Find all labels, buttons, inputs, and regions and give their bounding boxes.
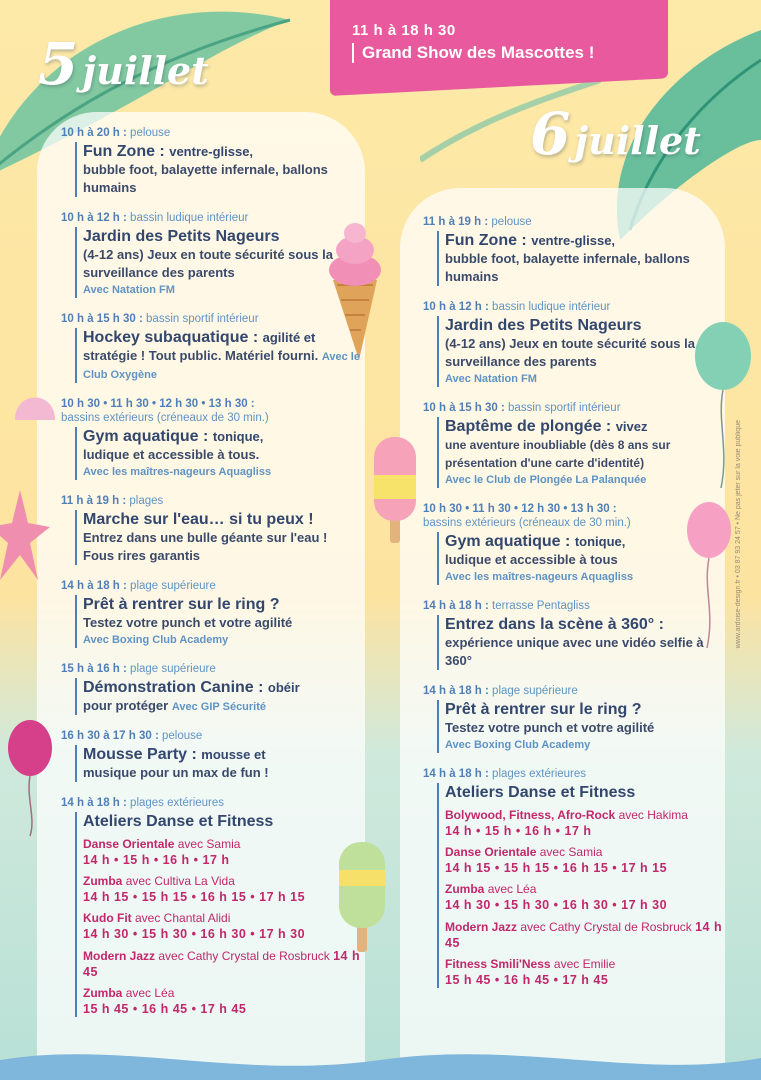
event-title-inline: mousse et [201,747,266,762]
event-organizer: Avec Boxing Club Academy [83,634,229,646]
event-title: Baptême de plongée : [445,418,612,435]
day1-month: juillet [82,48,209,93]
event-title: Fun Zone : [445,232,527,249]
day2-event [423,599,723,670]
bottom-wave [0,1040,761,1080]
event-title: Hockey subaquatique : [83,329,259,346]
event-title-inline: ventre-glisse, [169,144,254,159]
event-description: Testez votre punch et votre agilité [83,615,293,630]
banner [352,22,594,63]
workshop [83,986,361,1017]
event-time: 14 h à 18 h : [61,797,127,809]
event-location: bassins extérieurs (créneaux de 30 min.) [61,412,269,424]
event-organizer: Avec les maîtres-nageurs Aquagliss [83,466,272,478]
event-title-inline: obéir [267,680,300,695]
event-location: pelouse [130,127,171,139]
event-time: 16 h 30 à 17 h 30 : [61,730,159,742]
day1-event [61,662,361,715]
day1-event [61,729,361,782]
event-location: plages extérieures [492,768,587,780]
workshop-times: 14 h • 15 h • 16 h • 17 h [445,824,592,838]
event-description: musique pour un max de fun ! [83,765,269,780]
day1-dance-workshops [61,796,361,1017]
event-location: pelouse [491,216,532,228]
workshop-name: Fitness Smili'Ness [445,957,551,971]
event-location: plages [129,495,164,507]
event-title: Démonstration Canine : [83,679,264,696]
day2-event [423,684,723,753]
event-title: Ateliers Danse et Fitness [83,813,274,830]
printer-credit: www.ardoise-design.fr • 03 87 93 24 57 • Ne pas jeter sur la voie publique [735,420,742,649]
event-organizer: Avec Boxing Club Academy [445,739,591,751]
day1-event [61,579,361,648]
event-location: pelouse [162,730,203,742]
event-title: Gym aquatique : [445,533,571,550]
event-title: Mousse Party : [83,746,197,763]
day1-event [61,126,361,197]
workshop [83,948,361,980]
day2-event [423,300,723,387]
workshop-instructor: avec Samia [539,845,603,859]
day1-event [61,397,361,480]
event-title: Prêt à rentrer sur le ring ? [83,596,280,613]
workshop-instructor: avec Hakima [618,808,688,822]
event-description: (4-12 ans) Jeux en toute sécurité sous la surveillance des parents [83,247,333,280]
event-title: Jardin des Petits Nageurs [83,228,280,245]
workshop-name: Kudo Fit [83,911,132,925]
workshop-name: Danse Orientale [445,845,537,859]
event-title: Entrez dans la scène à 360° : [445,616,664,633]
workshop-times: 14 h 45 [445,920,723,950]
event-organizer: Avec GIP Sécurité [171,701,267,713]
workshop-name: Zumba [83,986,123,1000]
workshop-instructor: avec Samia [177,837,241,851]
event-location: bassins extérieurs (créneaux de 30 min.) [423,517,631,529]
workshop-times: 14 h 15 • 15 h 15 • 16 h 15 • 17 h 15 [83,890,306,904]
event-time: 14 h à 18 h : [423,600,489,612]
banner-title: Grand Show des Mascottes ! [352,43,594,63]
workshop [445,919,723,951]
workshop-instructor: avec Léa [487,882,537,896]
day2-dance-workshops [423,767,723,988]
workshop-times: 14 h 45 [83,949,361,979]
event-title-inline: vivez [615,419,648,434]
event-location: bassin ludique intérieur [130,212,249,224]
workshop [83,911,361,942]
workshop [445,957,723,988]
event-time: 10 h à 15 h 30 : [423,402,505,414]
event-title: Jardin des Petits Nageurs [445,317,642,334]
workshop-instructor: avec Cathy Crystal de Rosbruck [520,920,692,934]
event-organizer: Avec le Club Oxygène [83,351,360,381]
event-location: plage supérieure [130,580,216,592]
day2-events [423,215,723,1002]
event-location: plages extérieures [130,797,225,809]
event-time: 10 h 30 • 11 h 30 • 12 h 30 • 13 h 30 : [61,398,255,410]
event-organizer: Avec le Club de Plongée La Palanquée [445,474,647,486]
event-description: ludique et accessible à tous. [83,447,260,462]
event-description: bubble foot, balayette infernale, ballons humains [83,162,328,195]
workshop [83,874,361,905]
workshop-times: 15 h 45 • 16 h 45 • 17 h 45 [83,1002,247,1016]
event-time: 10 h à 12 h : [61,212,127,224]
event-time: 10 h à 20 h : [61,127,127,139]
event-description: bubble foot, balayette infernale, ballons humains [445,251,690,284]
workshop-name: Danse Orientale [83,837,175,851]
event-description: ludique et accessible à tous [445,552,618,567]
event-title: Fun Zone : [83,143,165,160]
day1-event [61,494,361,565]
workshop-instructor: avec Chantal Alidi [135,911,231,925]
event-description: Entrez dans une bulle géante sur l'eau ! Fous rires garantis [83,530,328,563]
event-organizer: Avec Natation FM [445,373,537,385]
workshop-name: Modern Jazz [83,949,156,963]
workshop-times: 14 h 30 • 15 h 30 • 16 h 30 • 17 h 30 [445,898,668,912]
popsicle-icon [370,435,420,545]
event-description: (4-12 ans) Jeux en toute sécurité sous la surveillance des parents [445,336,695,369]
day1-event [61,211,361,298]
workshop-instructor: avec Cathy Crystal de Rosbruck [158,949,330,963]
event-location: bassin ludique intérieur [492,301,611,313]
pink-balloon-left-icon [6,718,56,838]
event-organizer: Avec les maîtres-nageurs Aquagliss [445,571,634,583]
event-time: 10 h 30 • 11 h 30 • 12 h 30 • 13 h 30 : [423,503,617,515]
event-location: bassin sportif intérieur [146,313,259,325]
day2-event [423,401,723,488]
event-time: 14 h à 18 h : [423,685,489,697]
event-description: une aventure inoubliable (dès 8 ans sur présentation d'une carte d'identité) [445,438,671,470]
workshop-name: Bolywood, Fitness, Afro-Rock [445,808,616,822]
event-location: bassin sportif intérieur [508,402,621,414]
starfish-icon [0,485,50,585]
day2-number: 6 [530,100,571,168]
workshop [445,808,723,839]
workshop-name: Zumba [83,874,123,888]
event-title-inline: ventre-glisse, [531,233,616,248]
workshop-instructor: avec Léa [125,986,175,1000]
workshop-name: Modern Jazz [445,920,518,934]
workshop-times: 14 h • 15 h • 16 h • 17 h [83,853,230,867]
event-time: 14 h à 18 h : [423,768,489,780]
event-organizer: Avec Natation FM [83,284,175,296]
day1-number: 5 [38,30,79,98]
workshop-times: 14 h 30 • 15 h 30 • 16 h 30 • 17 h 30 [83,927,306,941]
day1-events [61,126,361,1031]
workshop-times: 15 h 45 • 16 h 45 • 17 h 45 [445,973,609,987]
workshop-instructor: avec Cultiva La Vida [125,874,235,888]
event-description: pour protéger [83,698,169,713]
event-description: Testez votre punch et votre agilité [445,720,655,735]
event-time: 14 h à 18 h : [61,580,127,592]
event-time: 15 h à 16 h : [61,663,127,675]
event-title-inline: tonique, [212,429,264,444]
workshop-instructor: avec Emilie [553,957,616,971]
day2-title [530,100,701,168]
event-time: 10 h à 12 h : [423,301,489,313]
banner-time: 11 h à 18 h 30 [352,22,456,39]
workshop-times: 14 h 15 • 15 h 15 • 16 h 15 • 17 h 15 [445,861,668,875]
workshop [83,837,361,868]
event-time: 11 h à 19 h : [61,495,127,507]
event-title: Marche sur l'eau… si tu peux ! [83,511,314,528]
event-title-inline: agilité et [262,330,316,345]
event-title: Prêt à rentrer sur le ring ? [445,701,642,718]
day2-month: juillet [574,118,701,163]
event-location: terrasse Pentagliss [492,600,590,612]
event-location: plage supérieure [130,663,216,675]
day1-event [61,312,361,383]
event-time: 10 h à 15 h 30 : [61,313,143,325]
event-description: expérience unique avec une vidéo selfie à 360° [445,635,704,668]
day1-title [38,30,209,98]
day2-event [423,215,723,286]
workshop-name: Zumba [445,882,485,896]
event-description: stratégie ! Tout public. Matériel fourni. [83,348,319,363]
event-title: Gym aquatique : [83,428,209,445]
event-title: Ateliers Danse et Fitness [445,784,636,801]
event-time: 11 h à 19 h : [423,216,489,228]
event-location: plage supérieure [492,685,578,697]
workshop [445,845,723,876]
day2-event [423,502,723,585]
seashell-icon [10,380,60,430]
workshop [445,882,723,913]
event-title-inline: tonique, [574,534,626,549]
